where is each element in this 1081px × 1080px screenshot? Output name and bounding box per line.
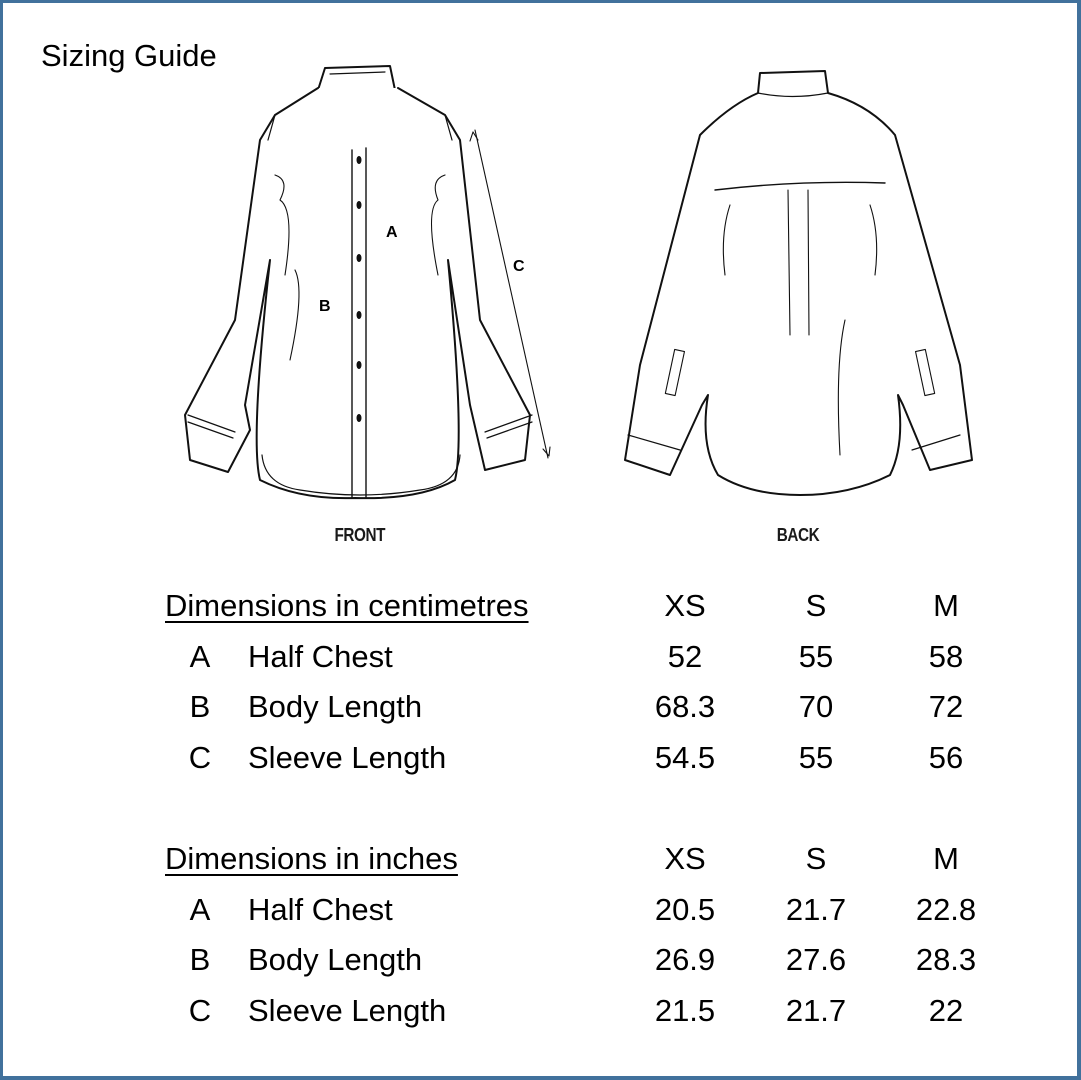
back-label: BACK bbox=[776, 525, 820, 545]
size-s: S bbox=[805, 588, 827, 623]
value-xs: 54.5 bbox=[654, 740, 716, 775]
table-row bbox=[0, 892, 1081, 938]
value-s: 55 bbox=[798, 639, 834, 674]
table-header-row bbox=[0, 588, 1081, 634]
size-xs: XS bbox=[664, 841, 706, 876]
size-s: S bbox=[805, 841, 827, 876]
shirt-back-drawing bbox=[620, 65, 980, 505]
value-m: 28.3 bbox=[915, 942, 977, 977]
value-m: 22.8 bbox=[915, 892, 977, 927]
table-row bbox=[0, 689, 1081, 735]
row-letter: C bbox=[188, 993, 212, 1028]
table-header: Dimensions in inches bbox=[165, 841, 458, 876]
value-xs: 21.5 bbox=[654, 993, 716, 1028]
marker-c: C bbox=[513, 258, 525, 275]
marker-b: B bbox=[319, 298, 331, 315]
table-row bbox=[0, 993, 1081, 1039]
row-label: Half Chest bbox=[248, 892, 393, 927]
row-label: Body Length bbox=[248, 942, 423, 977]
row-letter: B bbox=[189, 689, 211, 724]
row-label: Body Length bbox=[248, 689, 423, 724]
page-title: Sizing Guide bbox=[41, 38, 217, 73]
size-m: M bbox=[933, 588, 959, 623]
table-row bbox=[0, 942, 1081, 988]
value-s: 21.7 bbox=[785, 993, 847, 1028]
row-label: Half Chest bbox=[248, 639, 393, 674]
value-m: 72 bbox=[928, 689, 964, 724]
front-label: FRONT bbox=[334, 525, 386, 545]
value-s: 21.7 bbox=[785, 892, 847, 927]
row-letter: A bbox=[189, 892, 211, 927]
table-header-row bbox=[0, 841, 1081, 887]
size-xs: XS bbox=[664, 588, 706, 623]
row-letter: C bbox=[188, 740, 212, 775]
value-xs: 20.5 bbox=[654, 892, 716, 927]
value-m: 56 bbox=[928, 740, 964, 775]
value-xs: 68.3 bbox=[654, 689, 716, 724]
value-xs: 26.9 bbox=[654, 942, 716, 977]
row-letter: B bbox=[189, 942, 211, 977]
table-row bbox=[0, 639, 1081, 685]
value-s: 27.6 bbox=[785, 942, 847, 977]
table-header: Dimensions in centimetres bbox=[165, 588, 529, 623]
value-s: 70 bbox=[798, 689, 834, 724]
shirt-front-drawing bbox=[180, 60, 580, 510]
value-xs: 52 bbox=[667, 639, 703, 674]
value-s: 55 bbox=[798, 740, 834, 775]
row-label: Sleeve Length bbox=[248, 740, 447, 775]
value-m: 22 bbox=[928, 993, 964, 1028]
table-row bbox=[0, 740, 1081, 786]
value-m: 58 bbox=[928, 639, 964, 674]
row-label: Sleeve Length bbox=[248, 993, 447, 1028]
row-letter: A bbox=[189, 639, 211, 674]
marker-a: A bbox=[386, 224, 398, 241]
size-m: M bbox=[933, 841, 959, 876]
